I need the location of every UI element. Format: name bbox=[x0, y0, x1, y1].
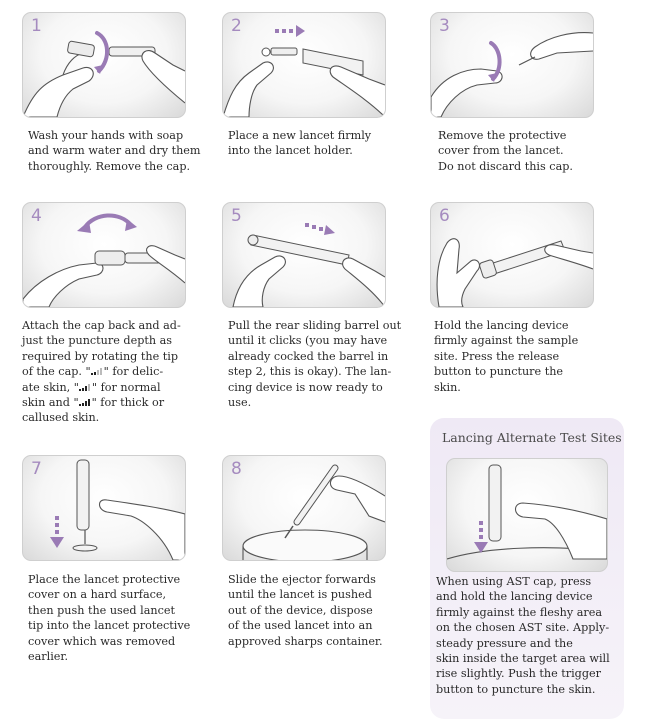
step-number: 2 bbox=[231, 16, 242, 36]
step-4-line-4: of the cap. " bbox=[22, 365, 91, 379]
step-8-line-4: of the used lancet into an bbox=[228, 619, 373, 633]
step-4-description bbox=[22, 318, 181, 426]
step-1-line-2: and warm water and dry them bbox=[28, 144, 201, 158]
normal-depth-icon bbox=[79, 383, 92, 391]
step-5-illustration bbox=[222, 202, 386, 308]
step-7-line-2: cover on a hard surface, bbox=[28, 588, 167, 602]
step-6-line-2: firmly against the sample bbox=[434, 334, 579, 348]
step-5-line-3: already cocked the barrel in bbox=[228, 349, 389, 363]
step-number: 5 bbox=[231, 206, 242, 226]
step-1-description bbox=[28, 128, 201, 174]
shallow-depth-icon bbox=[91, 367, 104, 375]
step-4-illustration bbox=[22, 202, 186, 308]
step-4-line-3: required by rotating the tip bbox=[22, 349, 178, 363]
ast-line-6: skin inside the target area will bbox=[436, 652, 610, 666]
ast-info-box bbox=[430, 418, 624, 719]
ast-line-4: on the chosen AST site. Apply- bbox=[436, 621, 610, 635]
step-2-line-2: into the lancet holder. bbox=[228, 144, 353, 158]
step-6-line-4: button to puncture the bbox=[434, 365, 564, 379]
step-7-illustration bbox=[22, 455, 186, 561]
step-4-line-8: skin and " bbox=[22, 396, 79, 410]
step-5-description bbox=[228, 318, 401, 410]
ast-line-8: button to puncture the skin. bbox=[436, 682, 596, 696]
deep-depth-icon bbox=[79, 398, 92, 406]
step-6-line-3: site. Press the release bbox=[434, 349, 560, 363]
step-7-description bbox=[28, 572, 190, 664]
step-7-line-4: tip into the lancet protective bbox=[28, 619, 191, 633]
step-7-line-3: then push the used lancet bbox=[28, 603, 175, 617]
step-5-line-6: use. bbox=[228, 396, 252, 410]
step-4-line-1: Attach the cap back and ad- bbox=[22, 319, 181, 332]
step-1-line-1: Wash your hands with soap bbox=[28, 129, 184, 142]
step-8-illustration bbox=[222, 455, 386, 561]
ast-line-7: rise slightly. Push the trigger bbox=[436, 667, 601, 681]
ast-line-3: firmly against the fleshy area bbox=[436, 605, 603, 619]
step-6-description bbox=[434, 318, 578, 395]
step-7-line-1: Place the lancet protective bbox=[28, 573, 181, 586]
step-1-line-3: thoroughly. Remove the cap. bbox=[28, 159, 191, 173]
step-6-line-1: Hold the lancing device bbox=[434, 319, 569, 332]
step-8-description bbox=[228, 572, 383, 649]
step-1-illustration bbox=[22, 12, 186, 118]
step-8-line-5: approved sharps container. bbox=[228, 634, 383, 648]
step-4-line-5: " for delic- bbox=[103, 365, 164, 379]
step-4-line-7: " for normal bbox=[91, 380, 161, 394]
step-8-line-2: until the lancet is pushed bbox=[228, 588, 372, 602]
step-number: 4 bbox=[31, 206, 42, 226]
step-number: 1 bbox=[31, 16, 42, 36]
ast-title: Lancing Alternate Test Sites bbox=[442, 430, 622, 445]
step-8-line-3: out of the device, dispose bbox=[228, 603, 373, 617]
step-number: 8 bbox=[231, 459, 242, 479]
step-3-description bbox=[438, 128, 573, 174]
step-4-line-9: " for thick or bbox=[91, 396, 165, 410]
step-6-line-5: skin. bbox=[434, 380, 461, 394]
step-4-line-10: callused skin. bbox=[22, 411, 100, 425]
ast-line-5: steady pressure and the bbox=[436, 636, 573, 650]
step-2-line-1: Place a new lancet firmly bbox=[228, 129, 372, 142]
step-number: 7 bbox=[31, 459, 42, 479]
step-7-line-5: cover which was removed bbox=[28, 634, 176, 648]
step-3-illustration bbox=[430, 12, 594, 118]
step-4-line-2: just the puncture depth as bbox=[22, 334, 173, 348]
step-3-line-3: Do not discard this cap. bbox=[438, 159, 573, 173]
step-number: 6 bbox=[439, 206, 450, 226]
step-7-line-6: earlier. bbox=[28, 650, 69, 664]
step-2-description bbox=[228, 128, 371, 159]
step-8-line-1: Slide the ejector forwards bbox=[228, 573, 376, 586]
step-4-line-6: ate skin, " bbox=[22, 380, 79, 394]
step-3-line-1: Remove the protective bbox=[438, 129, 567, 142]
step-6-illustration bbox=[430, 202, 594, 308]
step-2-illustration bbox=[222, 12, 386, 118]
ast-line-2: and hold the lancing device bbox=[436, 590, 593, 604]
step-5-line-1: Pull the rear sliding barrel out bbox=[228, 319, 402, 332]
step-5-line-4: step 2, this is okay). The lan- bbox=[228, 365, 392, 379]
ast-illustration bbox=[446, 458, 608, 572]
step-number: 3 bbox=[439, 16, 450, 36]
ast-description bbox=[436, 574, 610, 697]
step-3-line-2: cover from the lancet. bbox=[438, 144, 564, 158]
step-5-line-5: cing device is now ready to bbox=[228, 380, 383, 394]
ast-line-1: When using AST cap, press bbox=[436, 575, 592, 588]
step-5-line-2: until it clicks (you may have bbox=[228, 334, 388, 348]
